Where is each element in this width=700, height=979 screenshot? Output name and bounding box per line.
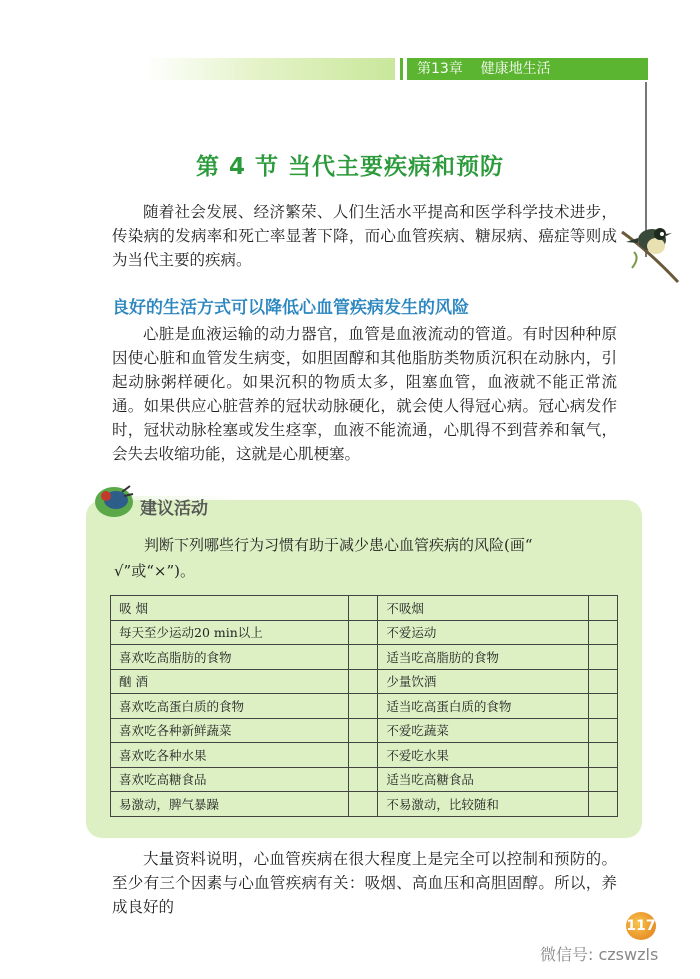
- answer-cell-left[interactable]: [349, 743, 378, 768]
- answer-cell-right[interactable]: [589, 743, 618, 768]
- answer-cell-right[interactable]: [589, 620, 618, 645]
- habit-right: 不爱运动: [378, 620, 589, 645]
- habit-left: 喜欢吃高脂肪的食物: [111, 645, 349, 670]
- body-paragraph-2: 大量资料说明，心血管疾病在很大程度上是完全可以控制和预防的。至少有三个因素与心血管疾病有关：吸烟、高血压和高胆固醇。所以，养成良好的: [112, 850, 617, 916]
- header-divider: [400, 58, 403, 80]
- answer-cell-left[interactable]: [349, 645, 378, 670]
- header-decor-bar: [145, 58, 395, 80]
- table-row: [111, 767, 618, 792]
- answer-cell-left[interactable]: [349, 620, 378, 645]
- habit-left: 喜欢吃高糖食品: [111, 767, 349, 792]
- habit-left: 每天至少运动20 min以上: [111, 620, 349, 645]
- habit-right: 不爱吃蔬菜: [378, 718, 589, 743]
- section-title: 第 4 节 当代主要疾病和预防: [195, 154, 505, 180]
- answer-cell-left[interactable]: [349, 669, 378, 694]
- answer-cell-left[interactable]: [349, 694, 378, 719]
- habit-right: 适当吃高蛋白质的食物: [378, 694, 589, 719]
- answer-cell-right[interactable]: [589, 767, 618, 792]
- habit-right: 适当吃高脂肪的食物: [378, 645, 589, 670]
- activity-instruction: 判断下列哪些行为习惯有助于减少患心血管疾病的风险(画“ √”或“×”)。: [114, 536, 533, 580]
- beetle-icon: [92, 482, 136, 520]
- answer-cell-right[interactable]: [589, 718, 618, 743]
- habit-left: 易激动，脾气暴躁: [111, 792, 349, 817]
- page-number: 117: [626, 912, 656, 940]
- habit-right: 不吸烟: [378, 596, 589, 621]
- answer-cell-right[interactable]: [589, 596, 618, 621]
- answer-cell-left[interactable]: [349, 792, 378, 817]
- habit-left: 喜欢吃各种水果: [111, 743, 349, 768]
- table-row: [111, 718, 618, 743]
- habit-left: 喜欢吃各种新鲜蔬菜: [111, 718, 349, 743]
- answer-cell-right[interactable]: [589, 645, 618, 670]
- answer-cell-left[interactable]: [349, 718, 378, 743]
- habit-right: 不易激动，比较随和: [378, 792, 589, 817]
- table-row: [111, 694, 618, 719]
- body-paragraph-1: 心脏是血液运输的动力器官，血管是血液流动的管道。有时因种种原因使心脏和血管发生病变，如胆固醇和其他脂肪类物质沉积在动脉内，引起动脉粥样硬化。如果沉积的物质太多，阻塞血管，血液就不能正常流通。如果供应心脏营养的冠状动脉硬化，就会使人得冠心病。冠心病发作时，冠状动脉栓塞或发生痉挛，血液不能流通，心肌得不到营养和氧气，会失去收缩功能，这就是心肌梗塞。: [112, 325, 617, 463]
- table-row: [111, 620, 618, 645]
- table-row: [111, 645, 618, 670]
- habit-right: 适当吃高糖食品: [378, 767, 589, 792]
- habit-right: 少量饮酒: [378, 669, 589, 694]
- activity-label-text: 建议活动: [140, 499, 208, 519]
- activity-box: [86, 500, 642, 838]
- habit-left: 吸 烟: [111, 596, 349, 621]
- intro-paragraph: 随着社会发展、经济繁荣、人们生活水平提高和医学科学技术进步，传染病的发病率和死亡率显著下降，而心血管疾病、糖尿病、癌症等则成为当代主要的疾病。: [112, 203, 617, 269]
- habits-table: [110, 595, 618, 817]
- habit-left: 酗 酒: [111, 669, 349, 694]
- watermark-text: 微信号: czswzls: [540, 945, 659, 964]
- answer-cell-right[interactable]: [589, 669, 618, 694]
- answer-cell-left[interactable]: [349, 767, 378, 792]
- activity-label: [140, 494, 290, 522]
- subheading: 良好的生活方式可以降低心血管疾病发生的风险: [112, 298, 469, 318]
- answer-cell-left[interactable]: [349, 596, 378, 621]
- answer-cell-right[interactable]: [589, 792, 618, 817]
- table-row: [111, 792, 618, 817]
- table-row: [111, 596, 618, 621]
- bird-illustration: [620, 212, 680, 284]
- table-row: [111, 743, 618, 768]
- chapter-header: 第13章 健康地生活: [407, 58, 648, 80]
- habit-right: 不爱吃水果: [378, 743, 589, 768]
- habit-left: 喜欢吃高蛋白质的食物: [111, 694, 349, 719]
- answer-cell-right[interactable]: [589, 694, 618, 719]
- table-row: [111, 669, 618, 694]
